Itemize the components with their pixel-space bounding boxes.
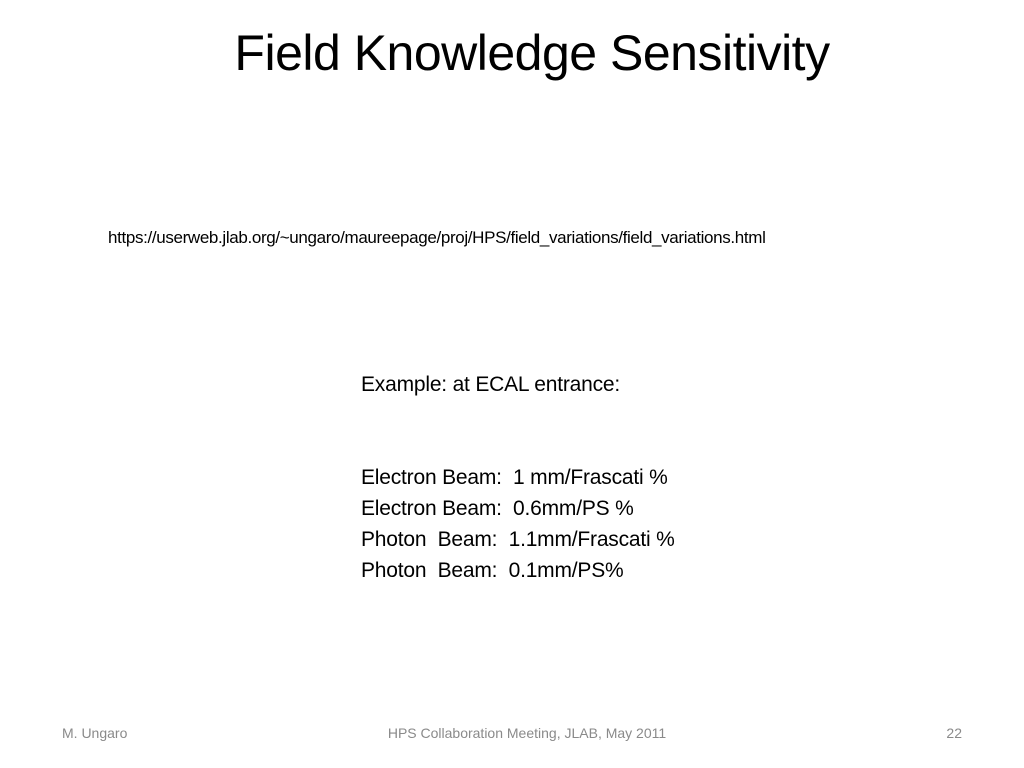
footer-event: HPS Collaboration Meeting, JLAB, May 2011 bbox=[387, 725, 667, 741]
result-electron-ps: Electron Beam: 0.6mm/PS % bbox=[361, 497, 634, 520]
field-variations-link[interactable]: https://userweb.jlab.org/~ungaro/maureepage/proj/HPS/field_variations/field_variations.html bbox=[108, 228, 766, 247]
result-photon-frascati: Photon Beam: 1.1mm/Frascati % bbox=[361, 528, 675, 551]
slide-title: Field Knowledge Sensitivity bbox=[234, 25, 830, 81]
example-heading: Example: at ECAL entrance: bbox=[361, 373, 620, 396]
footer-page-number: 22 bbox=[946, 725, 962, 741]
results-list bbox=[361, 462, 675, 586]
result-photon-ps: Photon Beam: 0.1mm/PS% bbox=[361, 559, 624, 582]
result-electron-frascati: Electron Beam: 1 mm/Frascati % bbox=[361, 466, 668, 489]
footer-author: M. Ungaro bbox=[62, 725, 128, 741]
